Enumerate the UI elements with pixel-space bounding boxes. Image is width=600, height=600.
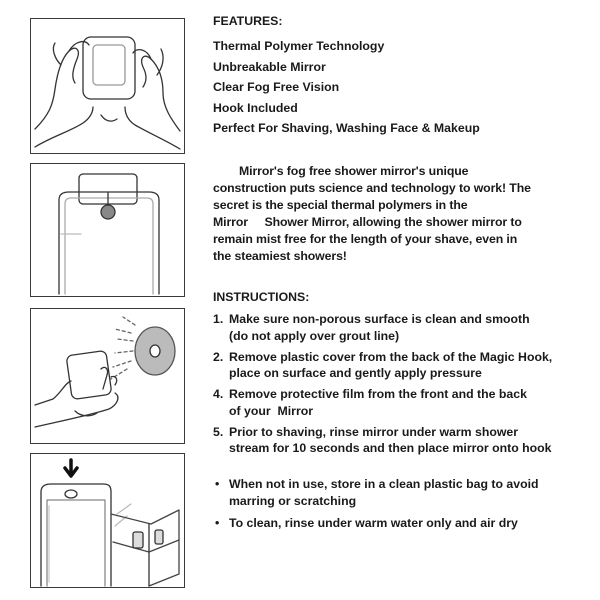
features-heading: FEATURES: xyxy=(213,14,283,28)
step-line: place on surface and gently apply pressure xyxy=(229,366,482,380)
mirror-on-hook-icon xyxy=(31,164,184,296)
description-line: Mirror's fog free shower mirror's unique xyxy=(239,164,469,178)
instruction-step xyxy=(213,311,593,344)
description-line: construction puts science and technology to work! The xyxy=(213,181,531,195)
description-line: Mirror Shower Mirror, allowing the shower mirror to xyxy=(213,215,522,229)
feature-item: Clear Fog Free Vision xyxy=(213,80,340,94)
care-bullet xyxy=(213,515,593,532)
description-line: the steamiest showers! xyxy=(213,249,347,263)
feature-item: Hook Included xyxy=(213,100,298,115)
step-line: Remove plastic cover from the back of the Magic Hook, xyxy=(229,349,553,364)
bullet-line: When not in use, store in a clean plastic bag to avoid xyxy=(229,477,539,491)
step-line: stream for 10 seconds and then place mirror onto hook xyxy=(229,441,552,455)
step-number: 1. xyxy=(213,312,224,326)
mirror-in-bag-icon xyxy=(31,454,184,587)
hands-holding-mirror-icon xyxy=(31,19,184,153)
step-line: Make sure non-porous surface is clean and smooth xyxy=(229,312,530,326)
care-bullets xyxy=(213,476,593,538)
step-number: 2. xyxy=(213,349,224,364)
description-paragraph xyxy=(213,163,593,265)
illustration-hand-rinsing-mirror xyxy=(30,308,185,444)
care-bullet xyxy=(213,476,593,509)
feature-item: Perfect For Shaving, Washing Face & Makeup xyxy=(213,121,480,135)
instruction-steps xyxy=(213,311,593,461)
step-line: (do not apply over grout line) xyxy=(229,328,400,343)
feature-item: Thermal Polymer Technology xyxy=(213,39,385,53)
step-line: of your Mirror xyxy=(229,403,314,418)
features-list xyxy=(213,36,480,139)
instruction-step xyxy=(213,386,593,419)
bullet-line: To clean, rinse under warm water only and air dry xyxy=(229,516,518,530)
hand-rinsing-mirror-icon xyxy=(31,309,184,443)
instructions-heading: INSTRUCTIONS: xyxy=(213,290,310,304)
instruction-step xyxy=(213,424,593,457)
instruction-step xyxy=(213,349,593,382)
bullet-mark: • xyxy=(215,477,220,491)
feature-item: Unbreakable Mirror xyxy=(213,59,326,74)
description-line: remain mist free for the length of your shave, even in xyxy=(213,232,518,246)
description-line: secret is the special thermal polymers in the xyxy=(213,198,468,212)
illustration-mirror-in-bag xyxy=(30,453,185,588)
step-number: 4. xyxy=(213,387,224,401)
step-line: Prior to shaving, rinse mirror under warm shower xyxy=(229,424,519,439)
bullet-mark: • xyxy=(215,516,220,530)
illustration-mirror-on-hook xyxy=(30,163,185,297)
bullet-line: marring or scratching xyxy=(229,493,357,508)
step-line: Remove protective film from the front and the back xyxy=(229,387,527,401)
illustration-hands-holding-mirror xyxy=(30,18,185,154)
step-number: 5. xyxy=(213,424,224,439)
